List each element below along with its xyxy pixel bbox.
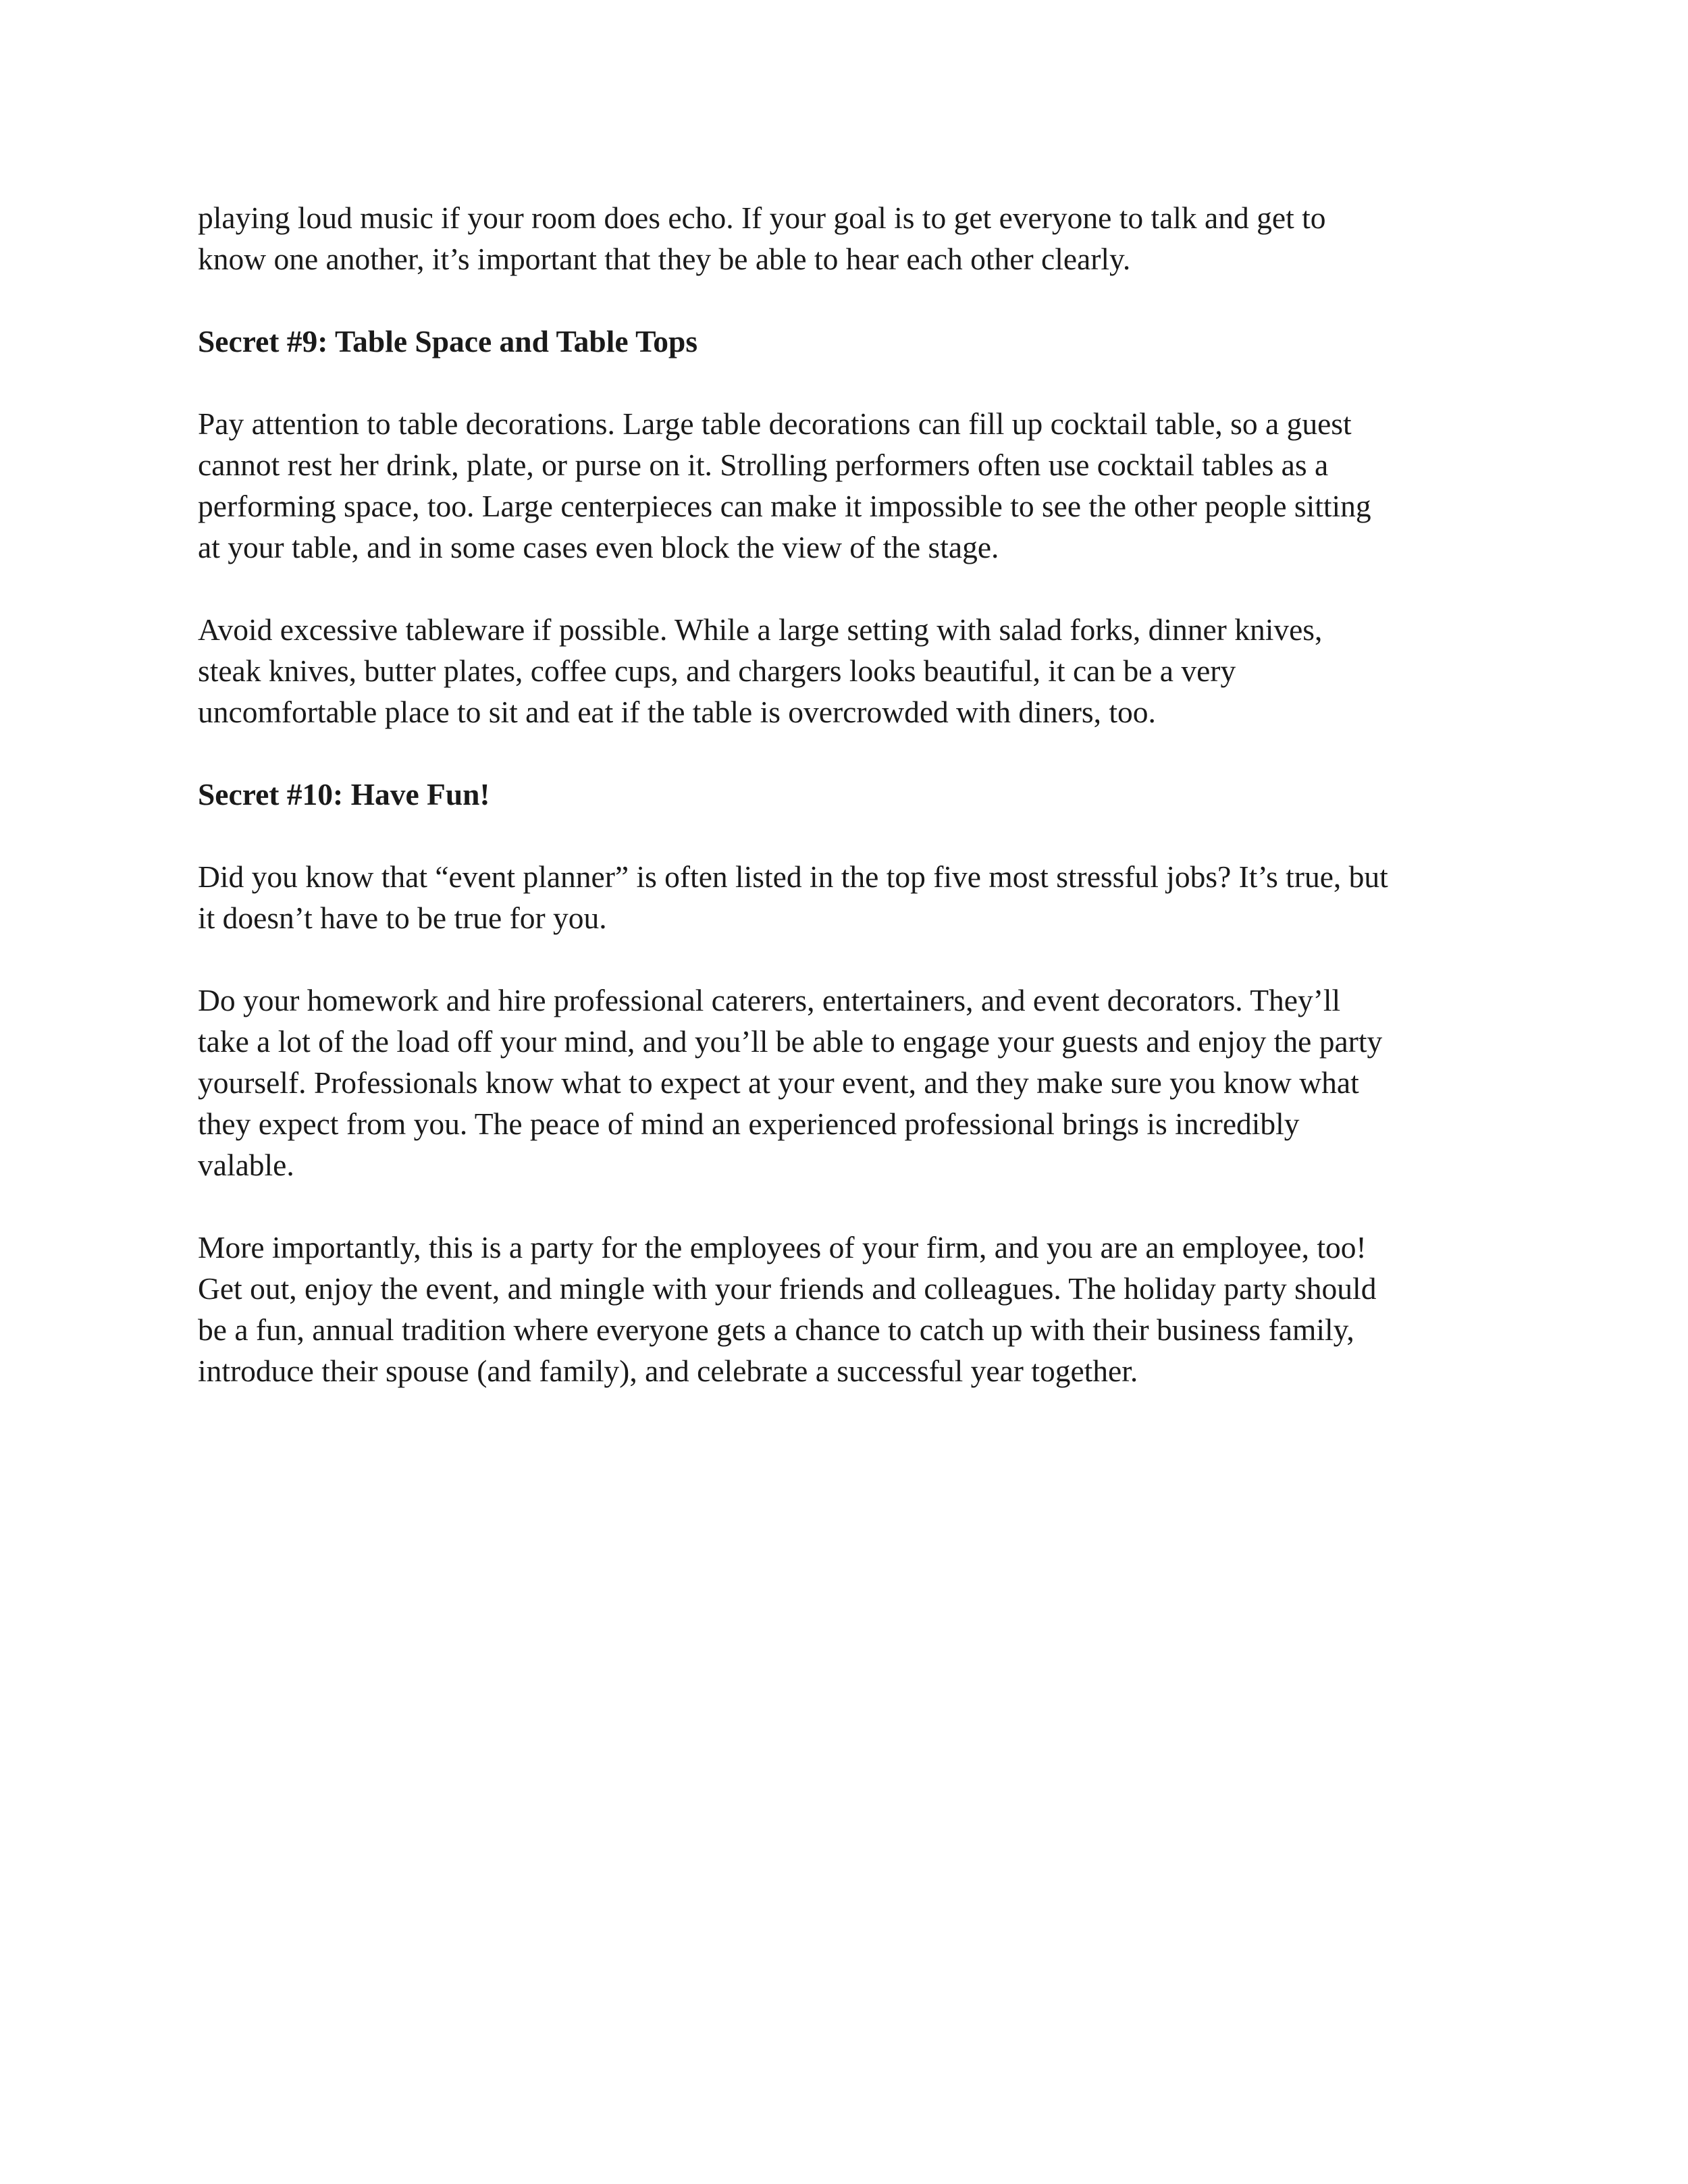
text-line: introduce their spouse (and family), and celebrate a successful year together. (198, 1354, 1138, 1388)
paragraph-table-decorations (198, 403, 1494, 568)
text-line: performing space, too. Large centerpieces can make it impossible to see the other people sitting (198, 489, 1371, 523)
text-line: Avoid excessive tableware if possible. While a large setting with salad forks, dinner knives, (198, 612, 1323, 647)
text-line: uncomfortable place to sit and eat if the table is overcrowded with diners, too. (198, 695, 1156, 729)
paragraph-tableware (198, 609, 1494, 733)
text-line: cannot rest her drink, plate, or purse on it. Strolling performers often use cocktail tables as a (198, 448, 1329, 482)
text-line: they expect from you. The peace of mind an experienced professional brings is incredibly (198, 1107, 1300, 1141)
paragraph-echo (198, 197, 1494, 279)
heading-secret-9 (198, 321, 1494, 362)
text-line: More importantly, this is a party for the employees of your firm, and you are an employee, too! (198, 1230, 1367, 1264)
text-line: steak knives, butter plates, coffee cups, and chargers looks beautiful, it can be a very (198, 654, 1236, 688)
text-line: it doesn’t have to be true for you. (198, 901, 607, 935)
text-column (198, 197, 1494, 1433)
text-line: yourself. Professionals know what to expect at your event, and they make sure you know what (198, 1065, 1359, 1100)
text-line: playing loud music if your room does echo. If your goal is to get everyone to talk and get to (198, 201, 1326, 235)
text-line: know one another, it’s important that they be able to hear each other clearly. (198, 242, 1131, 276)
text-line: take a lot of the load off your mind, and you’ll be able to engage your guests and enjoy the party (198, 1024, 1383, 1059)
text-line: Get out, enjoy the event, and mingle with your friends and colleagues. The holiday party should (198, 1271, 1377, 1306)
text-line: be a fun, annual tradition where everyone gets a chance to catch up with their business family, (198, 1312, 1354, 1347)
heading-secret-10 (198, 774, 1494, 815)
heading-text: Secret #9: Table Space and Table Tops (198, 324, 698, 358)
paragraph-more-importantly (198, 1227, 1494, 1391)
text-line: valable. (198, 1148, 294, 1182)
text-line: Did you know that “event planner” is often listed in the top five most stressful jobs? It’s true, but (198, 859, 1388, 894)
text-line: Do your homework and hire professional caterers, entertainers, and event decorators. They’ll (198, 983, 1341, 1017)
heading-text: Secret #10: Have Fun! (198, 777, 490, 811)
paragraph-event-planner (198, 856, 1494, 938)
text-line: Pay attention to table decorations. Large table decorations can fill up cocktail table, so a guest (198, 406, 1352, 441)
paragraph-hire-professionals (198, 980, 1494, 1186)
text-line: at your table, and in some cases even block the view of the stage. (198, 530, 999, 564)
